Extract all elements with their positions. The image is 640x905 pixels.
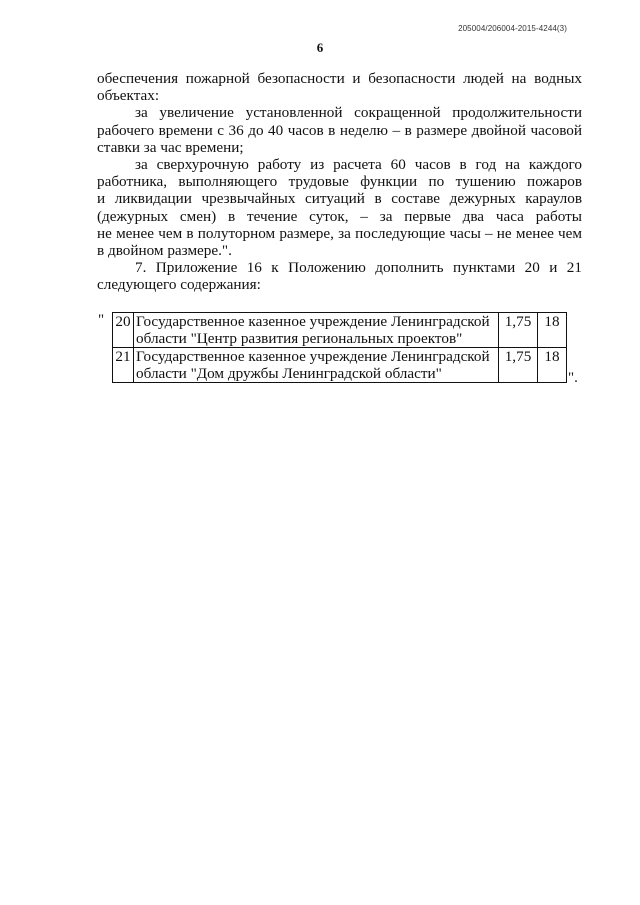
text-line: рабочего времени с 36 до 40 часов в неделю – в размере двойной часовой [97,121,582,139]
coefficient: 1,75 [499,348,538,383]
hours-value: 18 [538,348,567,383]
text-line: за увеличение установленной сокращенной продолжительности [135,104,582,122]
text-line: не менее чем в полуторном размере, за последующие часы – не менее чем [97,224,582,242]
paragraph-continuation [97,70,582,104]
document-body [97,70,582,294]
table-row [113,348,567,383]
institution-name-line: области "Дом дружбы Ленинградской области" [136,365,442,382]
text-line: в двойном размере.". [97,242,232,260]
paragraph-overtime [97,156,582,259]
page-number: 6 [316,40,324,55]
text-line: (дежурных смен) в течение суток, – за первые два часа работы [97,207,582,225]
row-number: 21 [113,348,134,383]
opening-quote: " [98,312,105,328]
institution-name-line: области "Центр развития региональных проектов" [136,330,463,347]
text-line: 7. Приложение 16 к Положению дополнить пунктами 20 и 21 [135,259,582,277]
text-line: следующего содержания: [97,276,261,294]
document-id: 205004/206004-2015-4244(3) [458,24,567,33]
text-line: обеспечения пожарной безопасности и безопасности людей на водных [97,70,582,87]
hours-value: 18 [538,313,567,348]
institution-name [134,348,499,383]
text-line: работника, выполняющего трудовые функции по тушению пожаров [97,173,582,191]
closing-quote: ". [568,370,578,386]
text-line: ставки за час времени; [97,138,244,156]
paragraph-hours-increase [97,104,582,156]
text-line: и ликвидации чрезвычайных ситуаций в составе дежурных караулов [97,190,582,208]
appendix-table [112,312,567,383]
text-line: объектах: [97,87,160,105]
institution-name-line: Государственное казенное учреждение Ленинградской [136,348,490,365]
table-row [113,313,567,348]
institution-name-line: Государственное казенное учреждение Ленинградской [136,313,490,330]
text-line: за сверхурочную работу из расчета 60 часов в год на каждого [135,156,582,174]
coefficient: 1,75 [499,313,538,348]
institution-name [134,313,499,348]
row-number: 20 [113,313,134,348]
paragraph-item-7 [97,259,582,293]
